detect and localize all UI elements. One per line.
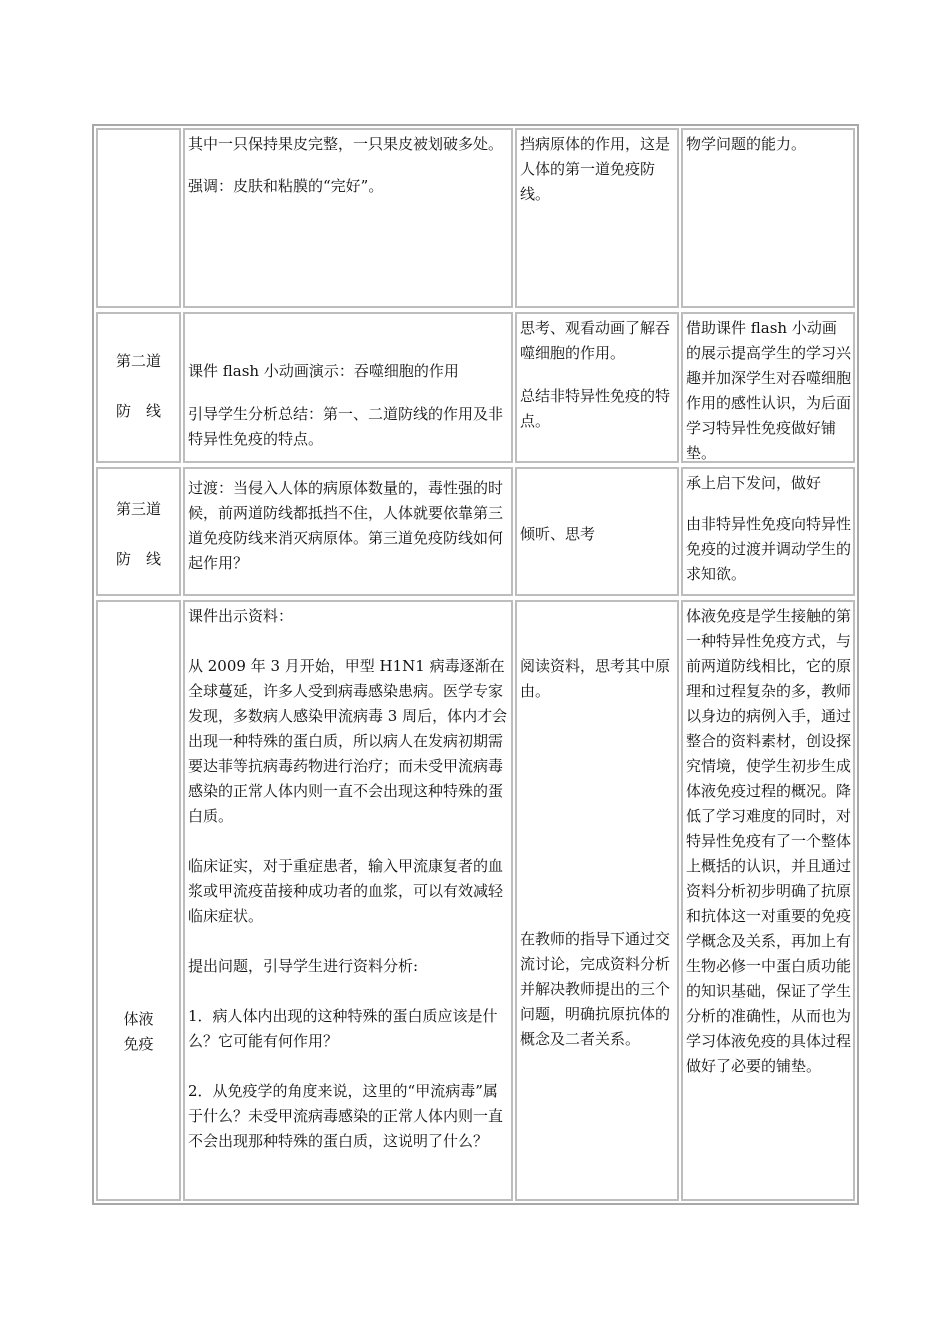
design-intent-cell (681, 600, 855, 1201)
cell-text: 思考、观看动画了解吞噬细胞的作用。 (520, 319, 671, 362)
student-activity-cell (515, 467, 679, 596)
table-row (94, 126, 857, 310)
cell-text: 课件 flash 小动画演示：吞噬细胞的作用 (188, 362, 459, 380)
student-activity-cell (515, 600, 679, 1201)
cell-text: 提出问题，引导学生进行资料分析: (188, 957, 419, 975)
cell-text: 倾听、思考 (520, 525, 596, 543)
cell-text: 阅读资料，思考其中原由。 (520, 657, 671, 700)
cell-text: 物学问题的能力。 (686, 135, 807, 153)
table-row (94, 465, 857, 598)
cell-text: 在教师的指导下通过交流讨论，完成资料分析并解决教师提出的三个问题，明确抗原抗体的概念及二者关系。 (520, 930, 671, 1048)
cell-text: 1．病人体内出现的这种特殊的蛋白质应该是什么？它可能有何作用？ (188, 1007, 498, 1050)
design-intent-cell (681, 312, 855, 463)
table-row (94, 598, 857, 1203)
design-intent-cell (681, 467, 855, 596)
cell-text: 借助课件 flash 小动画的展示提高学生的学习兴趣并加深学生对吞噬细胞作用的感性认识，为后面学习特异性免疫做好铺垫。 (686, 319, 852, 462)
section-label: 体液 (123, 1010, 154, 1028)
section-label: 防 线 (115, 402, 161, 420)
table-row (94, 310, 857, 465)
section-cell (96, 312, 181, 463)
section-label: 第三道 (115, 500, 161, 518)
cell-text: 引导学生分析总结：第一、二道防线的作用及非特异性免疫的特点。 (188, 405, 504, 448)
cell-text: 2．从免疫学的角度来说，这里的“甲流病毒”属于什么？未受甲流病毒感染的正常人体内则一直不会出现那种特殊的蛋白质，这说明了什么？ (188, 1082, 504, 1150)
student-activity-cell (515, 128, 679, 308)
teacher-activity-cell (183, 600, 513, 1201)
section-cell (96, 128, 181, 308)
cell-text: 课件出示资料： (188, 607, 294, 625)
teacher-activity-cell (183, 312, 513, 463)
cell-text: 由非特异性免疫向特异性免疫的过渡并调动学生的求知欲。 (686, 515, 852, 583)
student-activity-cell (515, 312, 679, 463)
cell-text: 从 2009 年 3 月开始，甲型 H1N1 病毒逐渐在全球蔓延，许多人受到病毒感染患病。医学专家发现，多数病人感染甲流病毒 3 周后，体内才会出现一种特殊的蛋白质，所以病人在发病初期需要达菲等抗病毒药物进行治疗；而未受甲流病毒感染的正常人体内则一直不会出现这种特殊的蛋白质。 (188, 657, 508, 825)
cell-text: 强调：皮肤和粘膜的“完好”。 (188, 177, 384, 195)
section-label: 防 线 (115, 550, 161, 568)
section-label: 第二道 (115, 352, 161, 370)
cell-text: 体液免疫是学生接触的第一种特异性免疫方式，与前两道防线相比，它的原理和过程复杂的多，教师以身边的病例入手，通过整合的资料素材，创设探究情境，使学生初步生成体液免疫过程的概况。降低了学习难度的同时，对特异性免疫有了一个整体上概括的认识，并且通过资料分析初步明确了抗原和抗体这一对重要的免疫学概念及关系，再加上有生物必修一中蛋白质功能的知识基础，保证了学生分析的准确性，从而也为学习体液免疫的具体过程做好了必要的铺垫。 (686, 607, 852, 1075)
cell-text: 总结非特异性免疫的特点。 (520, 387, 671, 430)
cell-text: 挡病原体的作用，这是人体的第一道免疫防线。 (520, 135, 671, 203)
section-cell (96, 467, 181, 596)
cell-text: 承上启下发问，做好 (686, 474, 822, 492)
teacher-activity-cell (183, 128, 513, 308)
section-label: 免疫 (123, 1035, 154, 1053)
section-cell (96, 600, 181, 1201)
cell-text: 临床证实，对于重症患者，输入甲流康复者的血浆或甲流疫苗接种成功者的血浆，可以有效减轻临床症状。 (188, 857, 504, 925)
lesson-plan-table (92, 124, 859, 1205)
design-intent-cell (681, 128, 855, 308)
teacher-activity-cell (183, 467, 513, 596)
cell-text: 过渡：当侵入人体的病原体数量的，毒性强的时候，前两道防线都抵挡不住，人体就要依靠第三道免疫防线来消灭病原体。第三道免疫防线如何起作用？ (188, 479, 504, 572)
cell-text: 其中一只保持果皮完整，一只果皮被划破多处。 (188, 135, 504, 153)
